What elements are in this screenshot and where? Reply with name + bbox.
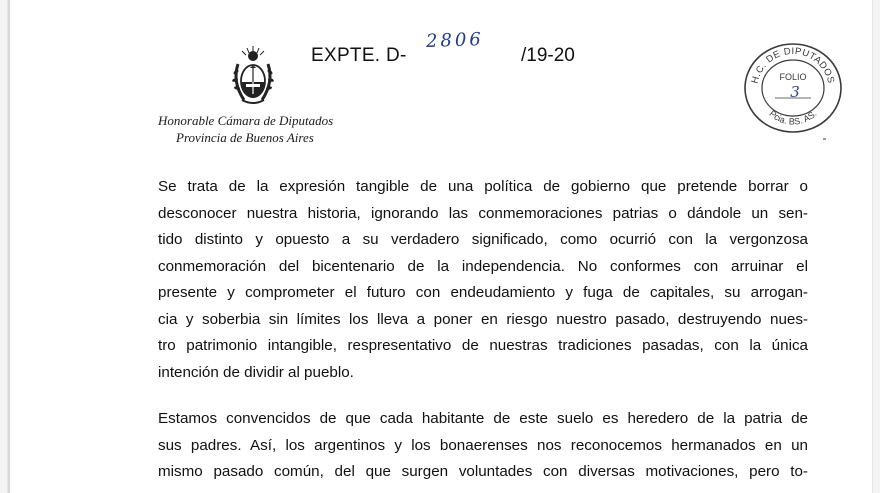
text-line: desconocer nuestra historia, ignorando las conmemoraciones patrias o dándole un sen-: [158, 204, 808, 222]
text-line: tido distinto y opuesto a su verdadero significado, como ocurrió con la vergonzosa: [158, 231, 808, 248]
file-number-prefix: EXPTE. D-: [311, 45, 407, 66]
stamp-folio-number: 3: [790, 83, 800, 101]
text-line: tro patrimonio intangible, respresentativo de nuestras tradiciones pasadas, con la única: [158, 337, 808, 354]
text-line: mismo pasado común, del que surgen voluntades con diversas motivaciones, pero to-: [158, 463, 808, 480]
paragraph-1: [158, 174, 808, 386]
folio-stamp: [741, 40, 845, 134]
file-number-suffix: /19-20: [521, 45, 575, 66]
coat-of-arms-icon: [230, 44, 276, 108]
text-line: conmemoración del bicentenario de la independencia. No conformes con arruinar el: [158, 257, 808, 275]
paragraph-2: [158, 406, 808, 486]
document-page: [8, 0, 872, 493]
text-line: sus padres. Así, los argentinos y los bonaerenses nos reconocemos hermanados en un: [158, 436, 808, 454]
stamp-folio-label: FOLIO: [779, 72, 807, 82]
text-line: presente y comprometer el futuro con endeudamiento y fuga de capitales, su arrogan-: [158, 284, 808, 301]
text-line: Estamos convencidos de que cada habitante de este suelo es heredero de la patria de: [158, 410, 808, 427]
text-line: Se trata de la expresión tangible de una política de gobierno que pretende borrar o: [158, 178, 808, 195]
stamp-ring-text: H.C. DE DIPUTADOS: [749, 45, 837, 85]
text-line: cia y soberbia sin límites los lleva a poner en riesgo nuestro pasado, destruyendo nues-: [158, 310, 808, 328]
svg-text:Pcia. BS. AS.: [767, 108, 818, 126]
chamber-name: Honorable Cámara de Diputados: [158, 113, 334, 128]
ink-speck: [823, 138, 826, 140]
text-line: intención de dividir al pueblo.: [158, 363, 354, 381]
file-number-handwritten: 2806: [425, 28, 485, 53]
page-edge: [8, 0, 10, 493]
stamp-bottom-text: Pcia. BS. AS.: [767, 108, 819, 127]
province-name: Provincia de Buenos Aires: [176, 130, 314, 145]
